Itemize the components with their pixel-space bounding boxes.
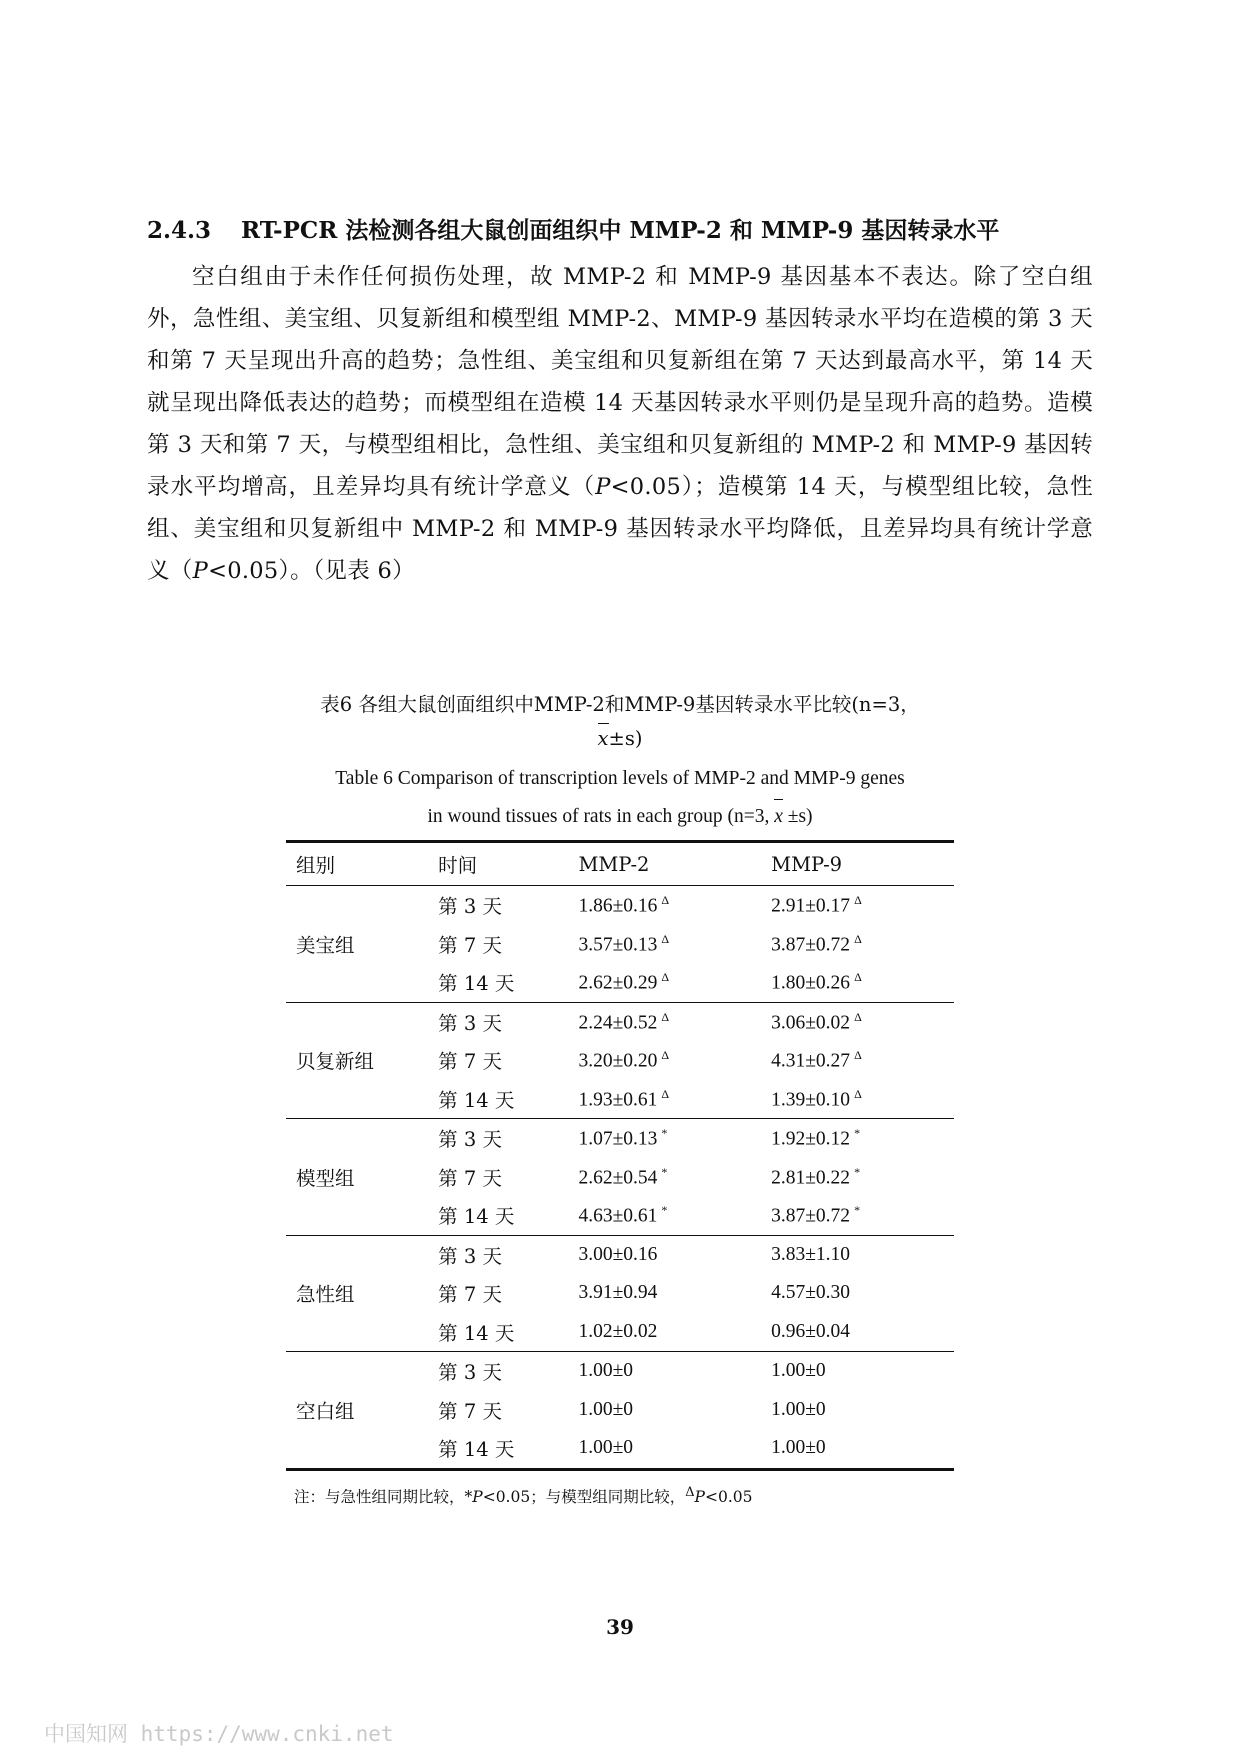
caption-en-line1: Table 6 Comparison of transcription levels of MMP-2 and MMP-9 genes (335, 768, 905, 789)
note-p-italic: P (472, 1488, 483, 1507)
mmp2-value: 2.62±0.54 (578, 1167, 658, 1188)
header-group: 组别 (296, 854, 336, 877)
mmp9-cell (771, 1429, 954, 1469)
group-name-cell: 贝复新组 (296, 1050, 375, 1074)
mmp9-cell (771, 886, 954, 925)
mmp2-cell (578, 1391, 771, 1430)
mmp2-cell (578, 1119, 771, 1158)
table-caption-english (260, 760, 980, 836)
note-mid: <0.05；与模型组同期比较， (482, 1488, 686, 1507)
watermark: 中国知网 https://www.cnki.net (44, 1722, 394, 1746)
group-name-cell: 美宝组 (296, 933, 355, 957)
mmp9-value: 2.91±0.17 (771, 895, 851, 917)
mmp2-value: 1.00±0 (578, 1437, 634, 1459)
mmp9-cell (771, 1158, 954, 1197)
mmp2-value: 3.91±0.94 (578, 1282, 658, 1304)
significance-mark: Δ (854, 1009, 862, 1024)
mmp9-value: 1.92±0.12 (771, 1128, 851, 1150)
mmp9-cell (771, 1313, 954, 1352)
time-cell: 第 7 天 (438, 1283, 502, 1307)
table-row (286, 1002, 954, 1041)
table-group (286, 1352, 954, 1470)
time-cell: 第 7 天 (438, 1399, 502, 1423)
table-note (294, 1485, 994, 1507)
mmp2-cell (578, 1429, 771, 1469)
header-mmp9: MMP-9 (771, 852, 843, 876)
mmp2-cell (578, 1080, 771, 1119)
mmp9-cell (771, 1391, 954, 1430)
body-paragraph (147, 256, 1093, 592)
mmp2-cell (578, 963, 771, 1002)
caption-zh-line1: 表6 各组大鼠创面组织中MMP-2和MMP-9基因转录水平比较(n=3， (320, 693, 920, 716)
mmp9-value: 3.06±0.02 (771, 1012, 851, 1033)
table-group (286, 886, 954, 1003)
mmp2-value: 2.24±0.52 (578, 1012, 658, 1033)
mmp9-value: 4.31±0.27 (771, 1050, 851, 1072)
note-p-italic: P (694, 1488, 705, 1507)
mmp2-value: 1.07±0.13 (578, 1128, 658, 1150)
note-end: <0.05 (704, 1488, 753, 1507)
mmp9-value: 1.00±0 (771, 1360, 826, 1382)
mmp2-value: 4.63±0.61 (578, 1205, 658, 1227)
significance-mark: * (854, 1126, 861, 1140)
mmp9-value: 1.80±0.26 (771, 972, 851, 994)
mmp9-cell (771, 925, 954, 964)
time-cell: 第 3 天 (438, 1361, 502, 1385)
paragraph-text-3: <0.05）。（见表 6） (208, 558, 415, 584)
table-group (286, 1235, 954, 1352)
note-mark-star: * (464, 1488, 473, 1507)
table-row (286, 1235, 954, 1274)
page-number: 39 (606, 1615, 634, 1639)
group-name-cell: 急性组 (296, 1283, 355, 1307)
group-name-cell: 空白组 (296, 1399, 355, 1423)
time-cell: 第 14 天 (438, 1438, 515, 1462)
significance-mark: Δ (661, 970, 670, 984)
table-row (286, 1119, 954, 1158)
mmp2-value: 1.00±0 (578, 1398, 634, 1420)
mmp2-cell (578, 1235, 771, 1274)
header-time: 时间 (438, 854, 478, 877)
group-name-cell: 模型组 (296, 1166, 355, 1190)
time-cell: 第 14 天 (438, 1088, 515, 1112)
significance-mark: * (854, 1203, 861, 1217)
mmp9-value: 2.81±0.22 (771, 1167, 851, 1188)
time-cell: 第 14 天 (438, 972, 515, 996)
mmp9-cell (771, 1002, 954, 1041)
mmp2-cell (578, 1196, 771, 1235)
significance-mark: Δ (854, 1086, 862, 1101)
significance-mark: Δ (661, 1009, 670, 1024)
mmp9-value: 1.39±0.10 (771, 1089, 851, 1110)
significance-mark: Δ (854, 970, 862, 984)
mmp9-value: 3.87±0.72 (771, 934, 851, 955)
mmp9-cell (771, 1041, 954, 1080)
mmp2-cell (578, 886, 771, 925)
table-group (286, 1119, 954, 1236)
caption-en-line3: ±s) (782, 806, 813, 827)
note-mark-delta: Δ (685, 1485, 695, 1500)
significance-mark: Δ (661, 1048, 670, 1062)
time-cell: 第 3 天 (438, 1128, 502, 1152)
mmp2-value: 2.62±0.29 (578, 972, 658, 994)
time-cell: 第 14 天 (438, 1321, 515, 1345)
mmp9-value: 1.00±0 (771, 1398, 826, 1420)
mmp9-cell (771, 1352, 954, 1391)
significance-mark: Δ (854, 893, 862, 907)
section-title: RT-PCR 法检测各组大鼠创面组织中 MMP-2 和 MMP-9 基因转录水平 (241, 217, 1000, 244)
mmp9-value: 0.96±0.04 (771, 1320, 851, 1342)
mmp2-value: 1.02±0.02 (578, 1320, 658, 1342)
table-row (286, 886, 954, 925)
caption-zh-line2: ±s) (608, 727, 643, 750)
significance-mark: * (661, 1203, 668, 1217)
time-cell: 第 14 天 (438, 1205, 515, 1229)
paragraph-text-2: <0.05）；造模第 14 天，与模型组比较，急性组、美宝组和贝复新组中 MMP-2 和 MMP-9 基因转录水平均降低，且差异均具有统计学意义（ (147, 474, 1093, 584)
mmp2-cell (578, 1352, 771, 1391)
significance-mark: Δ (661, 1086, 670, 1101)
mmp2-value: 3.20±0.20 (578, 1050, 658, 1072)
mmp9-cell (771, 963, 954, 1002)
mmp2-value: 3.57±0.13 (578, 934, 658, 955)
mmp2-value: 1.86±0.16 (578, 895, 658, 917)
mmp2-cell (578, 1274, 771, 1313)
mmp9-value: 1.00±0 (771, 1437, 826, 1459)
time-cell: 第 3 天 (438, 1011, 502, 1035)
mmp2-cell (578, 1041, 771, 1080)
significance-mark: * (854, 1164, 861, 1179)
mmp9-cell (771, 1080, 954, 1119)
mmp9-cell (771, 1196, 954, 1235)
significance-mark: Δ (661, 893, 670, 907)
table-row (286, 1352, 954, 1391)
significance-mark: Δ (661, 931, 670, 946)
significance-mark: Δ (854, 931, 862, 946)
table-group (286, 1002, 954, 1119)
mmp2-cell (578, 1158, 771, 1197)
table-caption-chinese (260, 688, 980, 756)
section-number: 2.4.3 (147, 217, 212, 244)
mmp2-cell (578, 925, 771, 964)
mmp2-value: 1.93±0.61 (578, 1089, 658, 1110)
mmp2-cell (578, 1313, 771, 1352)
note-prefix: 注：与急性组同期比较， (294, 1488, 465, 1507)
data-table (286, 840, 954, 1471)
p-value-italic: P (192, 558, 209, 584)
time-cell: 第 3 天 (438, 1244, 502, 1268)
mmp9-cell (771, 1235, 954, 1274)
mmp2-value: 1.00±0 (578, 1360, 634, 1382)
mmp9-cell (771, 1119, 954, 1158)
caption-en-line2: in wound tissues of rats in each group (n=3, (427, 806, 775, 827)
time-cell: 第 7 天 (438, 1050, 502, 1074)
p-value-italic: P (595, 474, 611, 500)
mmp9-value: 3.87±0.72 (771, 1205, 851, 1227)
mmp9-cell (771, 1274, 954, 1313)
mmp9-value: 3.83±1.10 (771, 1243, 851, 1265)
significance-mark: Δ (854, 1048, 862, 1062)
mmp9-value: 4.57±0.30 (771, 1282, 851, 1304)
table-header-row (286, 842, 954, 886)
paragraph-text-1: 空白组由于未作任何损伤处理，故 MMP-2 和 MMP-9 基因基本不表达。除了空白组外，急性组、美宝组、贝复新组和模型组 MMP-2、MMP-9 基因转录水平均在造模的第 3 天和第 7 天呈现出升高的趋势；急性组、美宝组和贝复新组在第 7 天达到最高水平，第 14 天就呈现出降低表达的趋势；而模型组在造模 14 天基因转录水平则仍是呈现升高的趋势。造模第 3 天和第 7 天，与模型组相比，急性组、美宝组和贝复新组的 MMP-2 和 MMP-9 基因转录水平均增高，且差异均具有统计学意义（ (147, 264, 1093, 500)
time-cell: 第 7 天 (438, 1166, 502, 1190)
x-bar-symbol: x (598, 722, 609, 756)
header-mmp2: MMP-2 (578, 852, 650, 876)
mmp2-value: 3.00±0.16 (578, 1243, 658, 1265)
significance-mark: * (661, 1164, 668, 1179)
x-bar-symbol: x (774, 798, 783, 836)
section-heading (147, 212, 1107, 245)
mmp2-cell (578, 1002, 771, 1041)
time-cell: 第 3 天 (438, 895, 502, 919)
time-cell: 第 7 天 (438, 933, 502, 957)
significance-mark: * (661, 1126, 668, 1140)
